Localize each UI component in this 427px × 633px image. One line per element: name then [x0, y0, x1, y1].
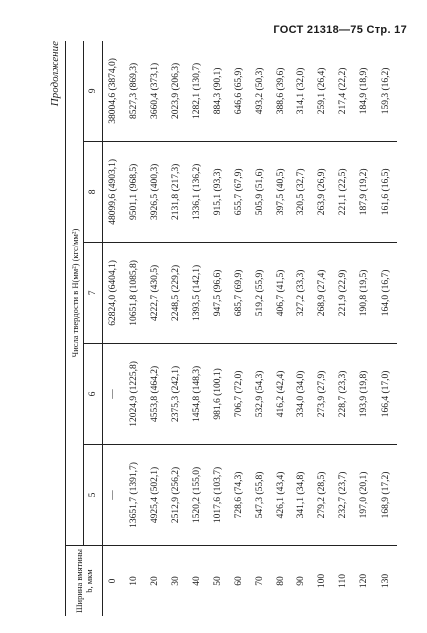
- width-cell: 50: [207, 546, 228, 617]
- hardness-cell: 273,9 (27,9): [312, 343, 333, 444]
- hardness-cell: —: [103, 343, 124, 444]
- column-header: 6: [84, 343, 103, 444]
- width-cell: 130: [375, 546, 397, 617]
- hardness-cell: 12024,9 (1225,8): [124, 343, 145, 444]
- page-header: ГОСТ 21318—75 Стр. 17: [273, 24, 407, 36]
- width-cell: 120: [354, 546, 375, 617]
- hardness-cell: 232,7 (23,7): [333, 444, 354, 545]
- hardness-cell: 685,7 (69,9): [228, 242, 249, 343]
- hardness-cell: 9501,1 (968,5): [124, 141, 145, 242]
- table-row: [312, 41, 333, 616]
- hardness-cell: 426,1 (43,4): [270, 444, 291, 545]
- hardness-cell: 532,9 (54,3): [249, 343, 270, 444]
- hardness-cell: 314,1 (32,0): [291, 41, 312, 141]
- hardness-cell: 406,7 (41,5): [270, 242, 291, 343]
- width-cell: 20: [145, 546, 166, 617]
- hardness-cell: 320,5 (32,7): [291, 141, 312, 242]
- width-cell: 60: [228, 546, 249, 617]
- hardness-cell: 1520,2 (155,0): [187, 444, 208, 545]
- hardness-cell: 4553,8 (464,2): [145, 343, 166, 444]
- hardness-cell: 547,3 (55,8): [249, 444, 270, 545]
- column-header: 9: [84, 41, 103, 141]
- table-row: [103, 41, 124, 616]
- table-row: [207, 41, 228, 616]
- column-header: 7: [84, 242, 103, 343]
- hardness-cell: 388,6 (39,6): [270, 41, 291, 141]
- hardness-cell: 4925,4 (502,1): [145, 444, 166, 545]
- width-cell: 70: [249, 546, 270, 617]
- table-row: [166, 41, 187, 616]
- hardness-cell: 3660,4 (373,1): [145, 41, 166, 141]
- hardness-cell: 2023,9 (206,3): [166, 41, 187, 141]
- hardness-cell: 334,0 (34,0): [291, 343, 312, 444]
- hardness-cell: 728,6 (74,3): [228, 444, 249, 545]
- hardness-cell: 190,8 (19,5): [354, 242, 375, 343]
- hardness-cell: 279,2 (28,5): [312, 444, 333, 545]
- hardness-cell: 646,6 (65,9): [228, 41, 249, 141]
- hardness-cell: 4222,7 (430,5): [145, 242, 166, 343]
- hardness-cell: 416,2 (42,4): [270, 343, 291, 444]
- hardness-cell: 38004,6 (3874,0): [103, 41, 124, 141]
- hardness-cell: 263,9 (26,9): [312, 141, 333, 242]
- hardness-cell: 217,4 (22,2): [333, 41, 354, 141]
- table-row: [145, 41, 166, 616]
- hardness-cell: 166,4 (17,0): [375, 343, 397, 444]
- hardness-cell: 221,9 (22,9): [333, 242, 354, 343]
- hardness-cell: 187,9 (19,2): [354, 141, 375, 242]
- table-row: [124, 41, 145, 616]
- width-cell: 10: [124, 546, 145, 617]
- hardness-cell: 519,2 (55,9): [249, 242, 270, 343]
- hardness-cell: 2375,3 (242,1): [166, 343, 187, 444]
- hardness-cell: 10651,8 (1085,8): [124, 242, 145, 343]
- table-row: [187, 41, 208, 616]
- hardness-cell: 1336,1 (136,2): [187, 141, 208, 242]
- column-header: 8: [84, 141, 103, 242]
- hardness-cell: 2248,5 (229,2): [166, 242, 187, 343]
- width-cell: 30: [166, 546, 187, 617]
- hardness-cell: 947,5 (96,6): [207, 242, 228, 343]
- table-row: [228, 41, 249, 616]
- continuation-label: Продолжение: [49, 41, 61, 107]
- row-header: Ширина вмятины b, мкм: [66, 546, 103, 617]
- hardness-cell: 228,7 (23,3): [333, 343, 354, 444]
- hardness-cell: 505,9 (51,6): [249, 141, 270, 242]
- hardness-cell: 164,0 (16,7): [375, 242, 397, 343]
- table-row: [249, 41, 270, 616]
- width-cell: 80: [270, 546, 291, 617]
- hardness-table: [65, 41, 397, 616]
- hardness-cell: 193,9 (19,8): [354, 343, 375, 444]
- hardness-cell: 655,7 (67,9): [228, 141, 249, 242]
- table-row: [270, 41, 291, 616]
- hardness-cell: 341,1 (34,8): [291, 444, 312, 545]
- hardness-cell: 159,3 (16,2): [375, 41, 397, 141]
- hardness-cell: 493,2 (50,3): [249, 41, 270, 141]
- hardness-cell: 1017,6 (103,7): [207, 444, 228, 545]
- width-cell: 110: [333, 546, 354, 617]
- hardness-cell: 161,6 (16,5): [375, 141, 397, 242]
- width-cell: 90: [291, 546, 312, 617]
- table-row: [375, 41, 397, 616]
- width-cell: 100: [312, 546, 333, 617]
- hardness-cell: 2512,9 (256,2): [166, 444, 187, 545]
- table-row: [354, 41, 375, 616]
- hardness-cell: 48099,6 (4903,1): [103, 141, 124, 242]
- hardness-cell: 62824,0 (6404,1): [103, 242, 124, 343]
- hardness-cell: 915,1 (93,3): [207, 141, 228, 242]
- hardness-cell: 259,1 (26,4): [312, 41, 333, 141]
- hardness-cell: 397,5 (40,5): [270, 141, 291, 242]
- hardness-cell: 184,9 (18,9): [354, 41, 375, 141]
- column-header: 5: [84, 444, 103, 545]
- hardness-cell: —: [103, 444, 124, 545]
- hardness-cell: 884,3 (90,1): [207, 41, 228, 141]
- width-cell: 40: [187, 546, 208, 617]
- rotated-table-block: [47, 41, 412, 616]
- table-row: [333, 41, 354, 616]
- hardness-cell: 706,7 (72,0): [228, 343, 249, 444]
- hardness-cell: 327,2 (33,3): [291, 242, 312, 343]
- hardness-cell: 1282,1 (130,7): [187, 41, 208, 141]
- width-cell: 0: [103, 546, 124, 617]
- hardness-cell: 3926,5 (400,3): [145, 141, 166, 242]
- group-header: Числа твердости в Н(мм²) (кгс/мм²): [66, 41, 84, 546]
- hardness-cell: 981,6 (100,1): [207, 343, 228, 444]
- hardness-cell: 168,9 (17,2): [375, 444, 397, 545]
- hardness-cell: 268,9 (27,4): [312, 242, 333, 343]
- hardness-cell: 1393,5 (142,1): [187, 242, 208, 343]
- hardness-cell: 2131,8 (217,3): [166, 141, 187, 242]
- table-row: [291, 41, 312, 616]
- hardness-cell: 197,0 (20,1): [354, 444, 375, 545]
- hardness-cell: 1454,8 (148,3): [187, 343, 208, 444]
- hardness-cell: 221,1 (22,5): [333, 141, 354, 242]
- hardness-cell: 13651,7 (1391,7): [124, 444, 145, 545]
- hardness-cell: 8527,3 (869,3): [124, 41, 145, 141]
